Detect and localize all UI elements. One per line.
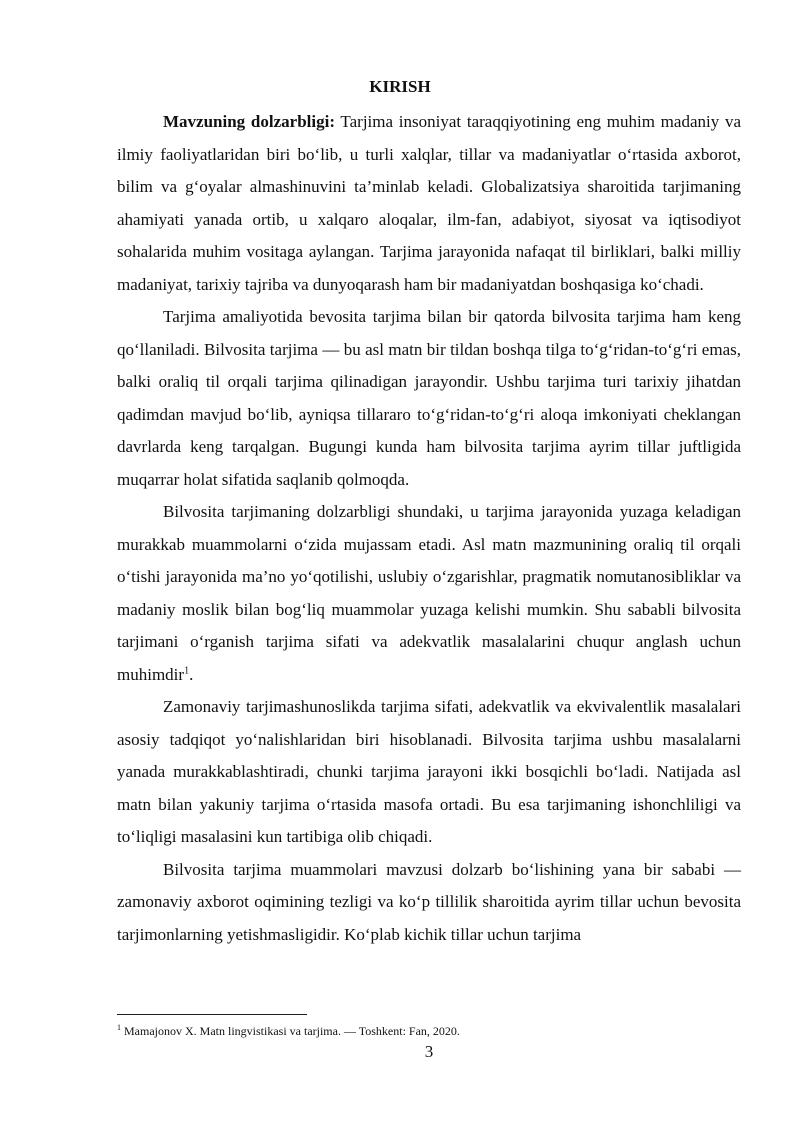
body-text [117,106,741,951]
footnote [117,1024,741,1039]
page-number: 3 [424,1042,434,1061]
footnote-marker: 1 [117,1023,121,1032]
footnote-divider [117,1014,307,1015]
section-heading: KIRISH [369,77,431,96]
paragraph-text: Bilvosita tarjimaning dolzarbligi shundaki, u tarjima jarayonida yuzaga keladigan murakkab muammolarni o‘zida mujassam etadi. Asl matn mazmunining oraliq til orqali o‘tishi jarayonida ma’no yo‘qotilishi, uslubiy o‘zgarishlar, pragmatik nomutanosibliklar va madaniy moslik bilan bog‘liq muammolar yuzaga kelishi mumkin. Shu sababli bilvosita tarjimani o‘rganish tarjima sifati va adekvatlik masalalarini chuqur anglash uchun muhimdir [117,502,741,684]
paragraph-lead: Mavzuning dolzarbligi: [163,112,335,131]
footnote-text: Mamajonov X. Matn lingvistikasi va tarjima. — Toshkent: Fan, 2020. [121,1024,460,1038]
footnote-reference[interactable]: 1 [184,664,190,676]
paragraph-relevance [117,106,741,301]
paragraph-text: Tarjima insoniyat taraqqiyotining eng muhim madaniy va ilmiy faoliyatlaridan biri bo‘lib, u turli xalqlar, tillar va madaniyatlar o‘rtasida axborot, bilim va g‘oyalar almashinuvini ta’minlab keladi. Globalizatsiya sharoitida tarjimaning ahamiyati yanada ortib, u xalqaro aloqalar, ilm-fan, adabiyot, siyosat va iqtisodiyot sohalarida muhim vositaga aylangan. Tarjima jarayonida nafaqat til birliklari, balki milliy madaniyat, tarixiy tajriba va dunyoqarash ham bir madaniyatdan boshqasiga ko‘chadi. [117,112,742,294]
paragraph-modern-translation-studies: Zamonaviy tarjimashunoslikda tarjima sifati, adekvatlik va ekvivalentlik masalalari asosiy tadqiqot yo‘nalishlaridan biri hisoblanadi. Bilvosita tarjima ushbu masalalarni yanada murakkablashtiradi, chunki tarjima jarayoni ikki bosqichli bo‘ladi. Natijada asl matn bilan yakuniy tarjima o‘rtasida masofa ortadi. Bu esa tarjimaning ishonchliligi va to‘liqligi masalasini kun tartibiga olib chiqadi. [117,697,741,846]
paragraph-relevance-of-indirect [117,496,741,691]
paragraph-another-reason: Bilvosita tarjima muammolari mavzusi dolzarb bo‘lishining yana bir sababi — zamonaviy axborot oqimining tezligi va ko‘p tillilik sharoitida ayrim tillar uchun bevosita tarjimonlarning yetishmasligidir. Ko‘plab kichik tillar uchun tarjima [117,859,741,944]
paragraph-indirect-translation: Tarjima amaliyotida bevosita tarjima bilan bir qatorda bilvosita tarjima ham keng qo‘llaniladi. Bilvosita tarjima — bu asl matn bir tildan boshqa tilga to‘g‘ridan-to‘g‘ri emas, balki oraliq til orqali tarjima qilinadigan jarayondir. Ushbu tarjima turi tarixiy jihatdan qadimdan mavjud bo‘lib, ayniqsa tillararo to‘g‘ridan-to‘g‘ri aloqa imkoniyati cheklangan davrlarda keng tarqalgan. Bugungi kunda ham bilvosita tarjima ayrim tillar juftligida muqarrar holat sifatida saqlanib qolmoqda. [117,307,741,489]
paragraph-tail: . [189,664,194,684]
